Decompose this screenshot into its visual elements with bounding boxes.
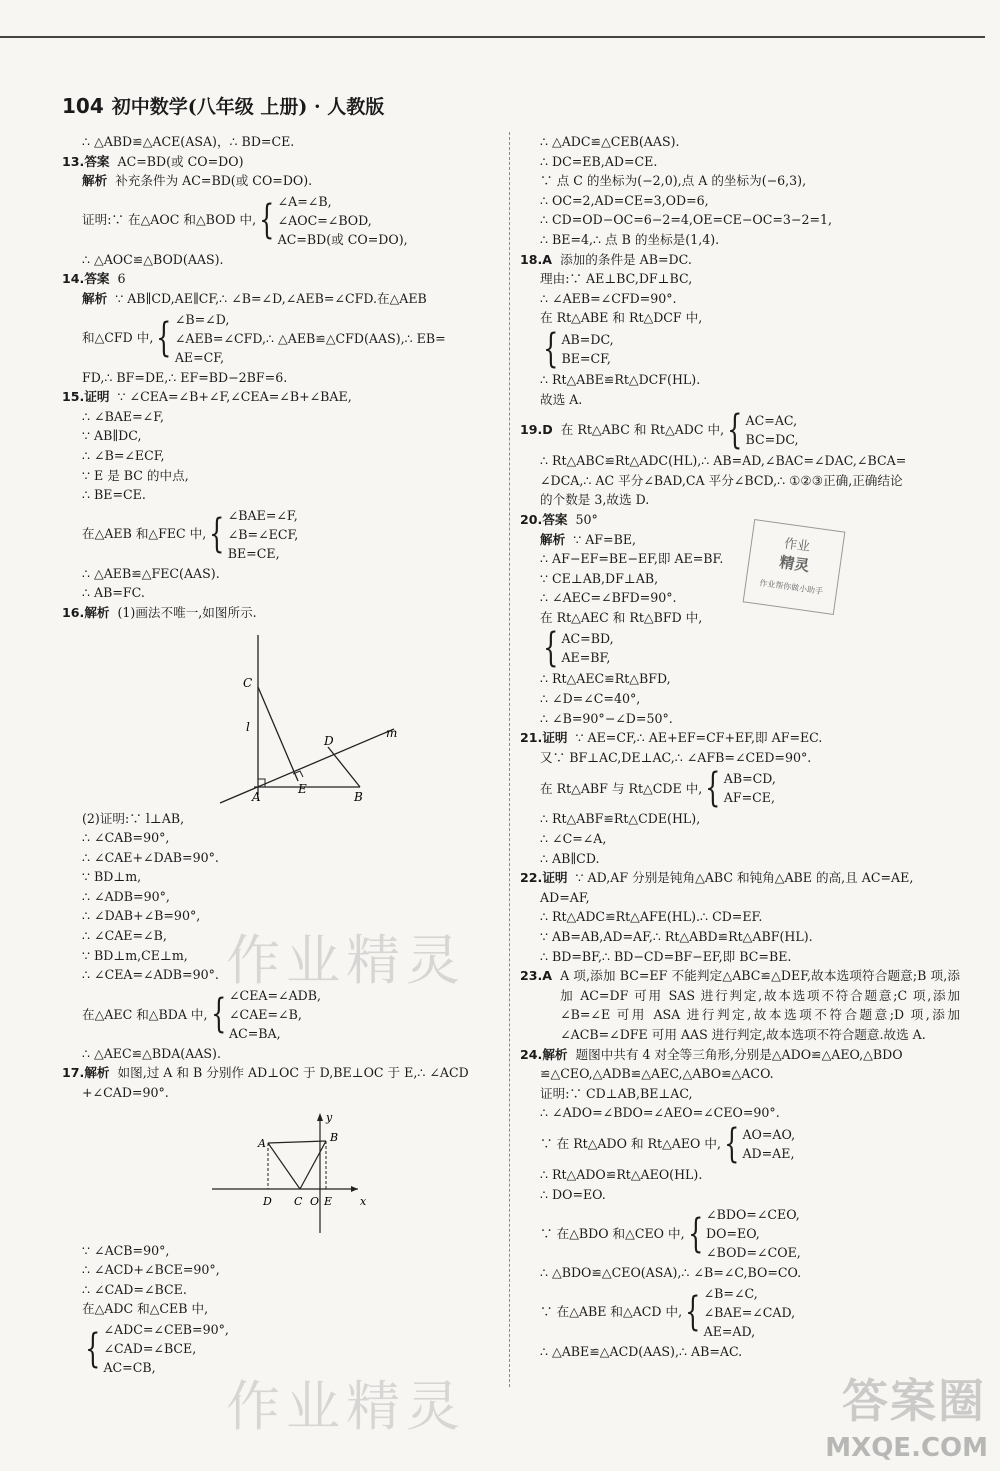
text-line: 理由:∵ AE⊥BC,DF⊥BC, xyxy=(540,271,693,287)
text-line: ∵ E 是 BC 的中点, xyxy=(82,467,189,483)
text-line: ∴ CD=OD−OC=6−2=4,OE=CE−OC=3−2=1, xyxy=(540,212,833,228)
text-line: ∠A=∠B, xyxy=(277,193,332,209)
equation-system xyxy=(520,325,960,372)
text-line: ∵ 点 C 的坐标为(−2,0),点 A 的坐标为(−6,3), xyxy=(540,173,807,189)
text-line: ∴ AB∥CD. xyxy=(540,850,600,866)
label-C: C xyxy=(243,675,253,690)
text-line: ∵ AE=CF,∴ AE+EF=CF+EF,即 AF=EC. xyxy=(575,730,823,746)
layout-block xyxy=(704,1284,796,1341)
layout-block: { xyxy=(209,511,225,558)
text-line: AB=CD, xyxy=(723,771,776,787)
diagram-stroke xyxy=(317,1113,323,1121)
question-22 xyxy=(520,868,960,888)
text-line: AD=AE, xyxy=(742,1145,795,1161)
layout-block xyxy=(746,411,799,449)
text-line: +∠CAD=90°. xyxy=(82,1085,169,1101)
text-line: 在△ADC 和△CEB 中, xyxy=(82,1301,209,1317)
layout-block: { xyxy=(543,625,559,672)
text-line: ∴ BE=CE. xyxy=(82,487,146,503)
text-line: ∴ ∠D=∠C=40°, xyxy=(540,691,641,707)
diagram-stroke xyxy=(268,1143,300,1189)
text-line: AC=BD, xyxy=(561,631,614,647)
text-line: 精灵 xyxy=(778,553,811,576)
text-line: ∵ AF=BE, xyxy=(573,531,637,547)
text-line: 解析 xyxy=(84,604,110,620)
text-line: ∠B=∠C, xyxy=(703,1285,758,1301)
text-line: 如图,过 A 和 B 分别作 AD⊥OC 于 D,BE⊥OC 于 E,∴ ∠ACD xyxy=(117,1065,469,1081)
top-rule xyxy=(0,36,985,38)
text-line: 15. xyxy=(62,389,85,405)
layout-block: { xyxy=(85,1325,101,1372)
text-line: AC=BD(或 CO=DO) xyxy=(117,153,244,169)
question-16 xyxy=(62,603,498,623)
question-19 xyxy=(520,407,960,454)
text-line: 答案 xyxy=(542,511,568,527)
stamp-logo xyxy=(743,519,846,615)
text-line: ∴ OC=2,AD=CE=3,OD=6, xyxy=(540,192,709,208)
text-line: ∠BAE=∠CAD, xyxy=(703,1304,796,1320)
text-line: 14. xyxy=(62,271,85,287)
text-line: 24. xyxy=(520,1046,543,1062)
label-l: l xyxy=(246,719,250,734)
text-line: A 项,添加 BC=EF 不能判定△ABC≌△DEF,故本选项符合题意;B 项,添加 AC=DF 可用 SAS 进行判定,故本选项不符合题意;C 项,添加∠B=∠E 可用 ASA 进行判定,故本选项不符合题意;D 项,添加∠ACB=∠DFE 可用 AAS 进行判定,故本选项不符合题意.故选 A. xyxy=(560,968,960,1042)
label-B: B xyxy=(354,789,363,804)
text-line: ∠CEA=∠ADB, xyxy=(229,987,322,1003)
question-13 xyxy=(62,152,498,172)
diagram-stroke xyxy=(328,747,360,787)
text-line: 17. xyxy=(62,1065,85,1081)
diagram-stroke xyxy=(300,1141,326,1189)
text-line: BE=CE, xyxy=(227,545,280,561)
text-line: ∴ △ABE≌△ACD(AAS),∴ AB=AC. xyxy=(540,1343,743,1359)
text-line: ∴ ∠BAE=∠F, xyxy=(82,408,164,424)
text-line: AC=BD(或 CO=DO), xyxy=(277,231,408,247)
text-line: ∴ AB=FC. xyxy=(82,585,145,601)
layout-block xyxy=(561,330,613,368)
text-line: AC=AC, xyxy=(745,413,798,429)
layout-block: { xyxy=(687,1210,703,1257)
text-line: 题图中共有 4 对全等三角形,分别是△ADO≌△AEO,△BDO xyxy=(575,1046,903,1062)
column-divider xyxy=(509,132,510,1387)
text-line: ∴ ∠ACD+∠BCE=90°, xyxy=(82,1262,220,1278)
right-column xyxy=(520,132,960,1361)
text-line: 解析 xyxy=(540,531,566,547)
watermark-logo: 答案圈 xyxy=(842,1374,986,1428)
text-line: AD=AF, xyxy=(540,889,590,905)
text-line: AB=DC, xyxy=(561,331,614,347)
text-line: 6 xyxy=(117,271,126,287)
text-line: ∵ AB=AB,AD=AF,∴ Rt△ABD≌Rt△ABF(HL). xyxy=(540,929,813,944)
layout-block xyxy=(62,289,498,309)
text-line: 21. xyxy=(520,730,543,746)
text-line: ∴ △BDO≌△CEO(ASA),∴ ∠B=∠C,BO=CO. xyxy=(540,1265,802,1281)
text-line: 证明 xyxy=(542,730,568,746)
text-line: ∴ ∠CAE=∠B, xyxy=(82,928,167,944)
text-line: ∴ Rt△ADO≌Rt△AEO(HL). xyxy=(540,1166,703,1182)
label-E: E xyxy=(298,781,307,796)
text-line: ∴ ∠CAE+∠DAB=90°. xyxy=(82,849,219,865)
text-line: 证明:∵ 在△AOC 和△BOD 中, xyxy=(82,212,257,228)
text-line: AE=CF, xyxy=(174,349,225,365)
layout-block xyxy=(706,1205,801,1262)
text-line: 在△AEB 和△FEC 中, xyxy=(82,526,207,542)
text-line: 50° xyxy=(575,511,598,527)
text-line: 在 Rt△ABF 与 Rt△CDE 中, xyxy=(540,780,703,796)
text-line: (1)画法不唯一,如图所示. xyxy=(117,604,257,620)
text-line: BE=CF, xyxy=(561,350,611,366)
text-line: AC=CB, xyxy=(103,1360,156,1375)
question-14 xyxy=(62,269,498,289)
equation-system xyxy=(62,506,498,563)
layout-block xyxy=(561,629,613,667)
text-line: ∠CAE=∠B, xyxy=(229,1006,302,1022)
left-column xyxy=(62,132,498,1378)
text-line: FD,∴ BF=DE,∴ EF=BD−2BF=6. xyxy=(82,369,288,385)
text-line: 故选 A. xyxy=(540,391,583,407)
text-line: ∴ BD=BF,∴ BD−CD=BF−EF,即 BC=BE. xyxy=(540,948,792,964)
text-line: ∵ 在△BDO 和△CEO 中, xyxy=(540,1225,685,1241)
layout-block: { xyxy=(727,407,743,454)
text-line: 和△CFD 中, xyxy=(82,330,154,346)
layout-block xyxy=(62,171,498,191)
layout-block: { xyxy=(543,325,559,372)
equation-system xyxy=(520,1284,960,1341)
text-line: ∠CAD=∠BCE, xyxy=(103,1341,197,1356)
page-number: 104 xyxy=(62,94,104,118)
layout-block xyxy=(175,310,446,367)
text-line: ∵ 在 Rt△ADO 和 Rt△AEO 中, xyxy=(540,1136,721,1152)
text-line: ∠B=∠ECF, xyxy=(227,526,299,542)
equation-system xyxy=(62,310,498,367)
text-line: 又∵ BF⊥AC,DE⊥AC,∴ ∠AFB=∠CED=90°. xyxy=(540,749,812,765)
question-17 xyxy=(62,1063,498,1083)
text-line: AE=BF, xyxy=(561,650,611,666)
text-line: ∴ Rt△ABF≌Rt△CDE(HL), xyxy=(540,811,701,827)
text-line: ∴ △ADC≌△CEB(AAS). xyxy=(540,134,680,149)
label-C: C xyxy=(294,1194,303,1208)
text-line: ∠DCA,∴ AC 平分∠BAD,CA 平分∠BCD,∴ ①②③正确,正确结论 xyxy=(540,472,903,488)
label-D: D xyxy=(263,1194,272,1208)
question-20 xyxy=(520,510,960,530)
text-line: 20. xyxy=(520,511,543,527)
text-line: ∴ △ABD≌△ACE(ASA)，∴ BD=CE. xyxy=(82,134,295,149)
equation-system xyxy=(62,192,498,249)
text-line: ≌△CEO,△ADB≌△AEC,△ABO≌△ACO. xyxy=(540,1066,774,1082)
question-21 xyxy=(520,728,960,748)
text-line: ∴ ∠CAB=90°, xyxy=(82,830,170,846)
text-line: 答案 xyxy=(84,271,110,287)
text-line: ∵ AD,AF 分别是钝角△ABC 和钝角△ABE 的高,且 AC=AE, xyxy=(575,870,914,886)
diagram-stroke xyxy=(351,1186,358,1192)
text-line: 16. xyxy=(62,604,85,620)
text-line: ∵ BD⊥m, xyxy=(82,869,142,885)
layout-block xyxy=(103,1320,228,1377)
label-A: A xyxy=(252,789,261,804)
text-line: 答案 xyxy=(84,153,110,169)
text-line: 解析 xyxy=(84,1065,110,1081)
label-A: A xyxy=(258,1136,266,1150)
text-line: 补充条件为 AC=BD(或 CO=DO). xyxy=(115,173,313,189)
layout-block xyxy=(724,769,776,807)
text-line: ∴ AF−EF=BE−EF,即 AE=BF. xyxy=(540,551,724,567)
text-line: ∴ ∠CEA=∠ADB=90°. xyxy=(82,967,219,983)
text-line: ∵ AB∥CD,AE∥CF,∴ ∠B=∠D,∠AEB=∠CFD.在△AEB xyxy=(115,290,427,306)
text-line: ∠BDO=∠CEO, xyxy=(706,1207,800,1223)
text-line: ∵ 在△ABE 和△ACD 中, xyxy=(540,1304,683,1320)
label-O: O xyxy=(310,1194,320,1208)
figure-16-diagram xyxy=(62,627,498,805)
text-line: (2)证明:∵ l⊥AB, xyxy=(82,810,185,826)
equation-system xyxy=(520,1120,960,1167)
equation-system xyxy=(520,625,960,672)
layout-block: { xyxy=(685,1289,701,1336)
text-line: AC=BA, xyxy=(229,1025,281,1041)
text-line: ∴ Rt△ABC≌Rt△ADC(HL),∴ AB=AD,∠BAC=∠DAC,∠BCA= xyxy=(540,453,907,469)
text-line: 证明:∵ CD⊥AB,BE⊥AC, xyxy=(540,1085,693,1101)
text-line: AF=CE, xyxy=(723,790,775,806)
text-line: ∵ AB∥DC, xyxy=(82,428,142,444)
text-line: ∴ Rt△ABE≌Rt△DCF(HL). xyxy=(540,371,701,387)
text-line: ∠BAE=∠F, xyxy=(227,507,298,523)
layout-block: { xyxy=(210,991,226,1038)
question-24 xyxy=(520,1045,960,1065)
text-line: 19.D xyxy=(520,422,553,438)
diagram-stroke xyxy=(220,729,394,803)
question-15 xyxy=(62,387,498,407)
layout-block xyxy=(742,1125,795,1163)
text-line: 22. xyxy=(520,870,543,886)
text-line: ∴ ∠ADO=∠BDO=∠AEO=∠CEO=90°. xyxy=(540,1105,780,1121)
label-m: m xyxy=(386,725,398,740)
text-line: ∴ ∠C=∠A, xyxy=(540,831,607,847)
text-line: ∠AEB=∠CFD,∴ △AEB≌△CFD(AAS),∴ EB= xyxy=(174,330,446,346)
text-line: AO=AO, xyxy=(742,1126,796,1142)
text-line: ∴ ∠CAD=∠BCE. xyxy=(82,1281,187,1297)
page-header xyxy=(62,92,384,119)
text-line: ∴ △AEB≌△FEC(AAS). xyxy=(82,565,220,581)
diagram-stroke xyxy=(268,1141,326,1143)
text-line: ∴ ∠B=∠ECF, xyxy=(82,447,165,463)
text-line: AE=AD, xyxy=(703,1323,756,1339)
text-line: ∴ ∠DAB+∠B=90°, xyxy=(82,908,201,924)
book-title: 初中数学(八年级 上册) · 人教版 xyxy=(111,96,385,118)
text-line: 在 Rt△AEC 和 Rt△BFD 中, xyxy=(540,609,703,625)
text-line: 在△AEC 和△BDA 中, xyxy=(82,1006,208,1022)
text-line: ∠BOD=∠COE, xyxy=(706,1245,801,1261)
text-line: 添加的条件是 AB=DC. xyxy=(560,251,692,267)
diagram-stroke xyxy=(258,687,298,781)
text-line: ∴ ∠B=90°−∠D=50°. xyxy=(540,710,673,726)
text-line: 18.A xyxy=(520,251,553,267)
watermark: 作业精灵 xyxy=(226,1375,466,1438)
text-line: 解析 xyxy=(542,1046,568,1062)
equation-system xyxy=(520,765,960,812)
question-23 xyxy=(520,966,960,1044)
text-line: 作业 xyxy=(783,536,811,555)
text-line: BC=DC, xyxy=(745,432,799,448)
text-line: 13. xyxy=(62,153,85,169)
text-line: ∴ △AEC≌△BDA(AAS). xyxy=(82,1045,221,1061)
text-line: DO=EO, xyxy=(706,1226,760,1242)
text-line: ∴ △AOC≌△BOD(AAS). xyxy=(82,251,224,267)
text-line: 证明 xyxy=(542,870,568,886)
text-line: 的个数是 3,故选 D. xyxy=(540,492,650,508)
watermark-url: MXQE.COM xyxy=(825,1433,988,1463)
text-line: 作业帮你做小助手 xyxy=(758,578,824,597)
layout-block xyxy=(228,506,299,563)
text-line: ∠B=∠D, xyxy=(174,311,230,327)
label-x: x xyxy=(360,1194,367,1208)
text-line: ∴ Rt△AEC≌Rt△BFD, xyxy=(540,671,671,687)
layout-block: { xyxy=(259,197,275,244)
watermark: 作业精灵 xyxy=(226,929,466,992)
text-line: 在 Rt△ABC 和 Rt△ADC 中, xyxy=(560,422,725,438)
text-line: ∠ADC=∠CEB=90°, xyxy=(103,1322,229,1337)
text-line: ∴ ∠AEC=∠BFD=90°. xyxy=(540,590,677,606)
layout-block: { xyxy=(724,1120,740,1167)
layout-block xyxy=(278,192,408,249)
text-line: 23.A xyxy=(520,968,553,984)
text-line: ∵ BD⊥m,CE⊥m, xyxy=(82,947,188,963)
text-line: 解析 xyxy=(82,173,108,189)
text-line: 解析 xyxy=(82,290,108,306)
question-18 xyxy=(520,250,960,270)
text-line: 在 Rt△ABE 和 Rt△DCF 中, xyxy=(540,310,703,326)
text-line: ∴ BE=4,∴ 点 B 的坐标是(1,4). xyxy=(540,231,720,247)
label-E: E xyxy=(324,1194,333,1208)
layout-block xyxy=(520,530,960,550)
text-line: ∵ ∠ACB=90°, xyxy=(82,1242,170,1258)
text-line: ∴ ∠ADB=90°, xyxy=(82,888,170,904)
text-line: ∠AOC=∠BOD, xyxy=(277,212,372,228)
figure-17-coordinate-diagram xyxy=(62,1107,498,1237)
text-line: ∴ ∠AEB=∠CFD=90°. xyxy=(540,290,677,306)
text-line: ∴ DO=EO. xyxy=(540,1186,606,1202)
label-D: D xyxy=(324,733,334,748)
text-line: 证明 xyxy=(84,389,110,405)
layout-block: { xyxy=(705,765,721,812)
equation-system xyxy=(520,1205,960,1262)
text-line: ∵ ∠CEA=∠B+∠F,∠CEA=∠B+∠BAE, xyxy=(117,389,352,405)
text-line: ∴ DC=EB,AD=CE. xyxy=(540,153,658,169)
text-line: ∴ Rt△ADC≌Rt△AFE(HL).∴ CD=EF. xyxy=(540,909,763,925)
label-B: B xyxy=(330,1130,339,1144)
label-y: y xyxy=(326,1110,333,1124)
layout-block: { xyxy=(156,315,172,362)
text-line: ∵ CE⊥AB,DF⊥AB, xyxy=(540,570,659,586)
